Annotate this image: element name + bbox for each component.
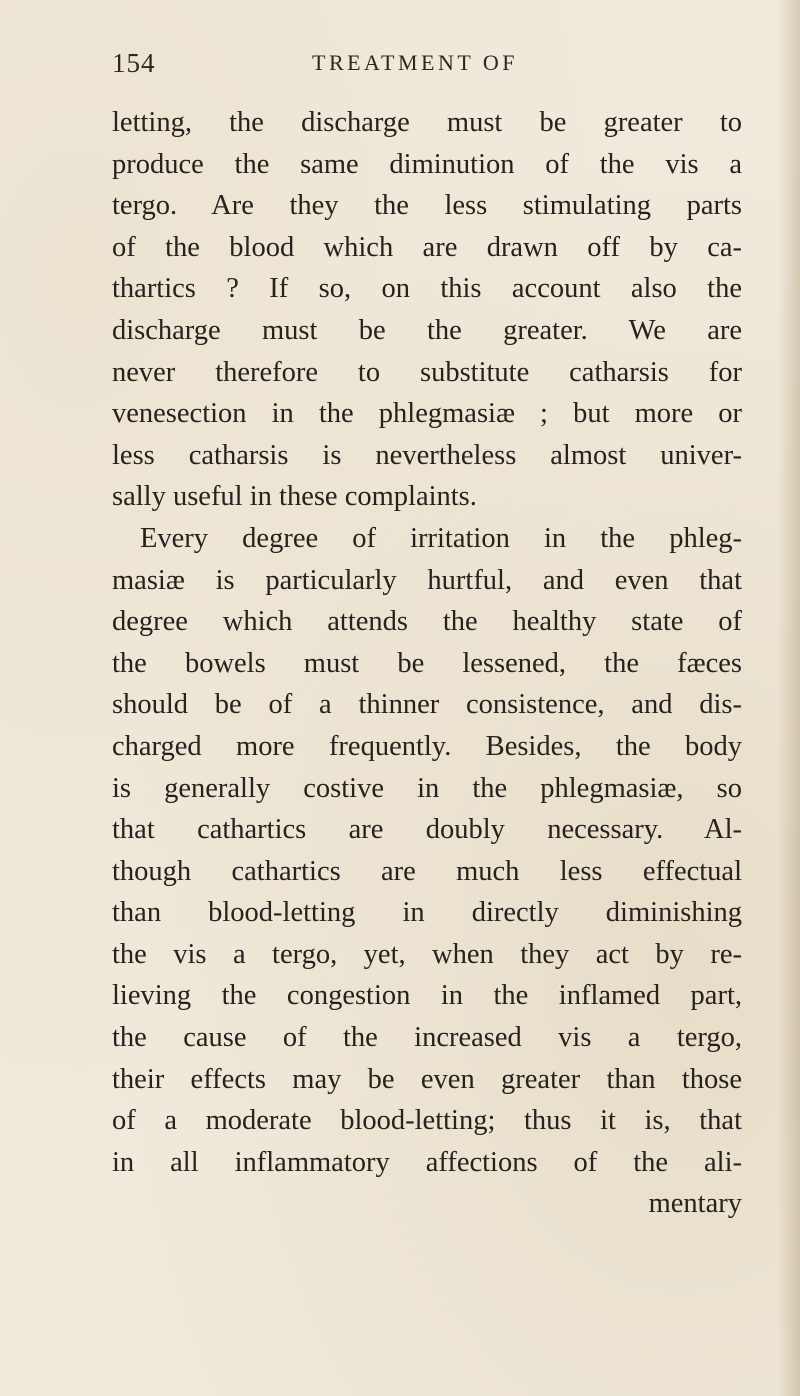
text-line: should be of a thinner consistence, and dis- [112,689,742,721]
text-line: of a moderate blood-letting; thus it is, that [112,1105,742,1137]
running-head: TREATMENT OF [312,50,518,75]
text-line: than blood-letting in directly diminishing [112,897,742,929]
page-header [112,48,712,88]
page-number: 154 [112,48,156,78]
text-line: their effects may be even greater than those [112,1063,742,1095]
text-line: masiæ is particularly hurtful, and even that [112,564,742,596]
text-line: sally useful in these complaints. [112,481,477,513]
text-line: that cathartics are doubly necessary. Al- [112,814,742,846]
paragraph-2 [112,518,742,1184]
text-line: Every degree of irritation in the phleg- [140,522,742,554]
text-line: degree which attends the healthy state of [112,606,742,638]
text-line: produce the same diminution of the vis a [112,148,742,180]
body-text [112,102,742,1225]
text-line: letting, the discharge must be greater to [112,107,742,138]
text-line: never therefore to substitute catharsis for [112,356,742,388]
text-line: discharge must be the greater. We are [112,314,742,346]
text-line: the cause of the increased vis a tergo, [112,1022,742,1054]
text-line: is generally costive in the phlegmasiæ, so [112,772,742,804]
text-line: charged more frequently. Besides, the body [112,730,742,762]
text-line: less catharsis is nevertheless almost univer- [112,439,742,471]
text-line: the vis a tergo, yet, when they act by re- [112,938,742,970]
text-line: lieving the congestion in the inflamed part, [112,980,742,1012]
text-line: of the blood which are drawn off by ca- [112,231,742,263]
page-edge-shadow [778,0,800,1396]
text-line: in all inflammatory affections of the ali- [112,1146,742,1178]
text-line: venesection in the phlegmasiæ ; but more or [112,398,742,430]
text-line: the bowels must be lessened, the fæces [112,647,742,679]
text-line: though cathartics are much less effectual [112,855,742,887]
catchword: mentary [648,1188,742,1220]
paragraph-1 [112,102,742,518]
text-line: tergo. Are they the less stimulating parts [112,190,742,222]
text-line: thartics ? If so, on this account also the [112,273,742,305]
